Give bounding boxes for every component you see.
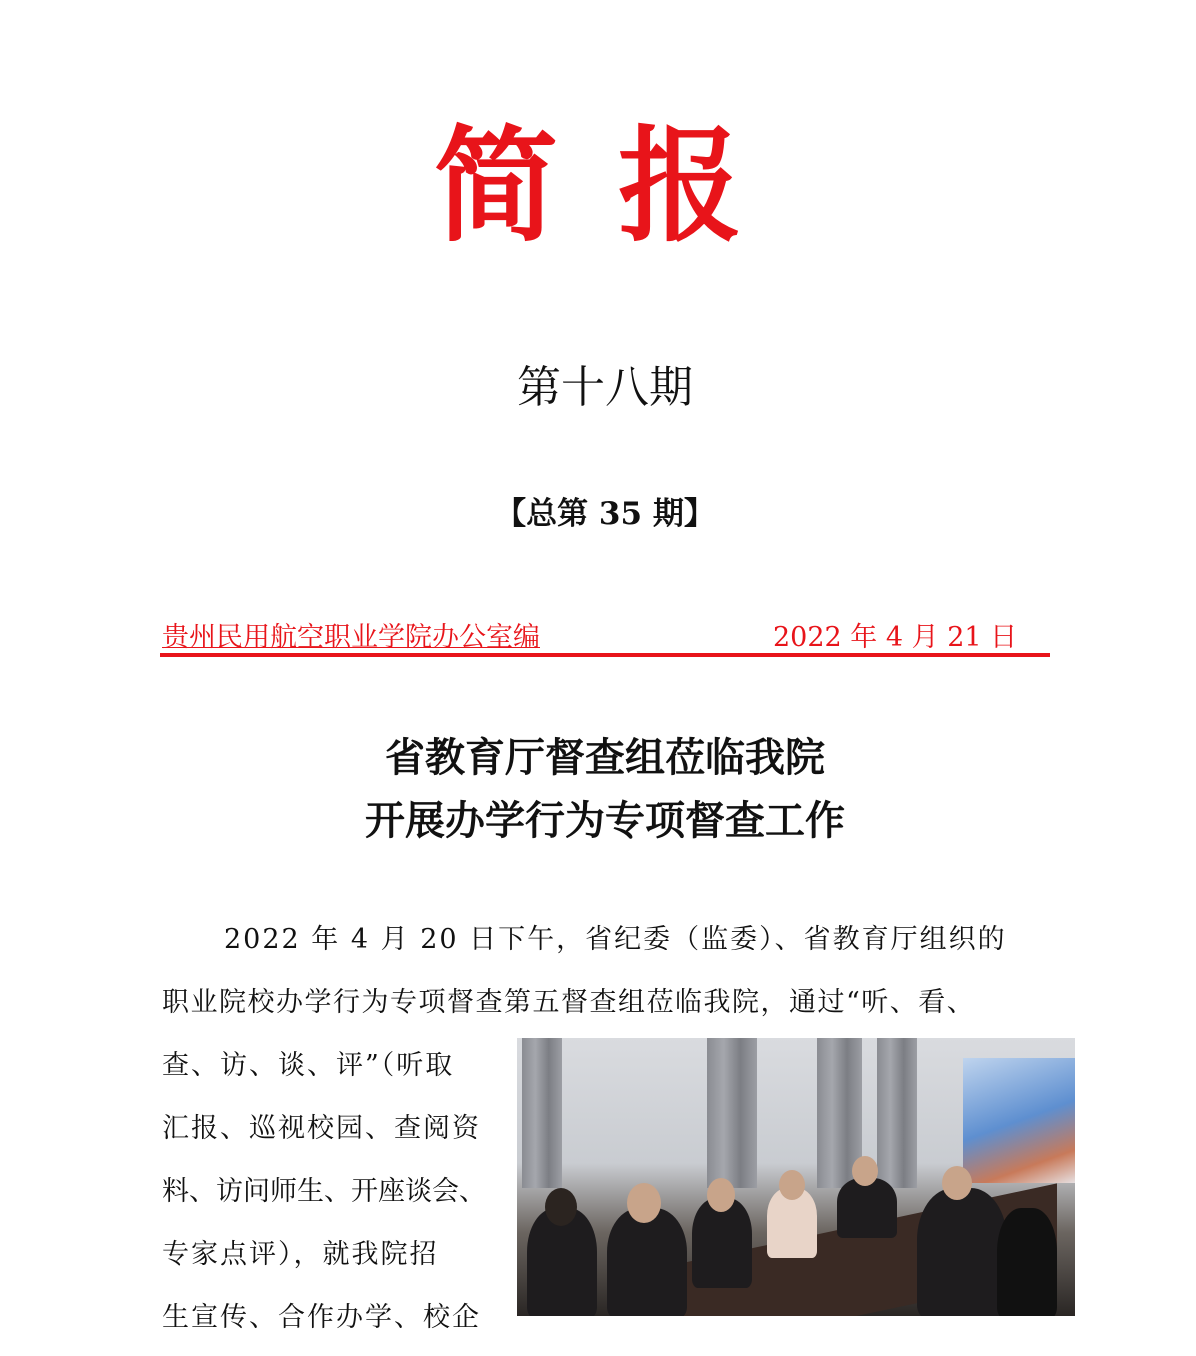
- body-line: 查、访、谈、评”（听取: [162, 1050, 455, 1081]
- body-line: 专家点评），就我院招: [162, 1239, 439, 1270]
- body-line: 职业院校办学行为专项督查第五督查组莅临我院，通过“听、看、: [162, 987, 976, 1018]
- body-line: 料、访问师生、开座谈会、: [162, 1176, 486, 1207]
- body-line: 2022 年 4 月 20 日下午，省纪委（监委）、省教育厅组织的: [224, 924, 1007, 955]
- red-divider: [160, 653, 1050, 657]
- issue-number: 第十八期: [517, 362, 693, 413]
- meeting-photo: [517, 1038, 1075, 1316]
- publish-date: 2022 年 4 月 21 日: [773, 622, 1018, 653]
- editor-label: 贵州民用航空职业学院办公室编: [162, 622, 540, 653]
- body-line: 生宣传、合作办学、校企: [162, 1302, 481, 1333]
- body-line: 汇报、巡视校园、查阅资: [162, 1113, 481, 1144]
- headline-line-2: 开展办学行为专项督查工作: [365, 798, 845, 844]
- total-issue-number: 【总第 35 期】: [495, 496, 715, 532]
- masthead-title: 简报: [433, 115, 802, 259]
- headline-line-1: 省教育厅督查组莅临我院: [385, 735, 825, 781]
